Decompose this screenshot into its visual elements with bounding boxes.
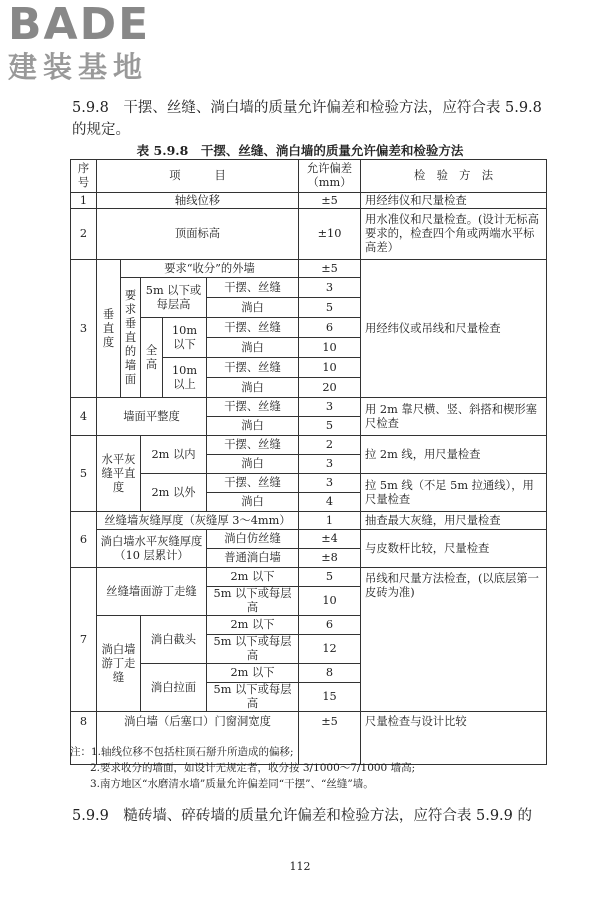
row-deviation: 20 <box>299 378 361 398</box>
row-number: 6 <box>71 512 97 568</box>
row-number: 4 <box>71 398 97 436</box>
note-line: 注：1.轴线位移不包括柱顶石掰升所造成的偏移; <box>70 746 294 758</box>
row-deviation: 3 <box>299 278 361 298</box>
table-row <box>71 512 547 530</box>
row-deviation: 6 <box>299 318 361 338</box>
section-intro-paragraph: 5.9.8 干摆、丝缝、淌白墙的质量允许偏差和检验方法，应符合表 5.9.8 的规定。 <box>72 100 542 138</box>
row-deviation: 3 <box>299 455 361 474</box>
row-type: 淌白 <box>207 417 299 436</box>
row-type: 普通淌白墙 <box>207 549 299 568</box>
row-deviation: 5 <box>299 298 361 318</box>
row-method: 与皮数杆比较，尺量检查 <box>361 530 547 568</box>
row-type: 淌白 <box>207 338 299 358</box>
row-method: 拉 2m 线，用尺量检查 <box>361 436 547 474</box>
row-deviation: 10 <box>299 358 361 378</box>
table-row <box>71 209 547 260</box>
table-row <box>71 398 547 417</box>
row-subitem: 5m 以下或每层高 <box>207 683 299 712</box>
row-subitem: 2m 以下 <box>207 664 299 683</box>
row-method: 用经纬仪和尺量检查 <box>361 193 547 209</box>
row-deviation: 5 <box>299 568 361 587</box>
table-row <box>71 436 547 455</box>
row-deviation: 2 <box>299 436 361 455</box>
row-number: 2 <box>71 209 97 260</box>
table-header-row <box>71 160 547 193</box>
row-method: 用 2m 靠尺横、竖、斜搭和楔形塞尺检查 <box>361 398 547 436</box>
row-subitem: 5m 以下或每层高 <box>207 587 299 616</box>
row-type: 干摆、丝缝 <box>207 318 299 338</box>
row-item: 轴线位移 <box>97 193 299 209</box>
table-row <box>71 193 547 209</box>
row-deviation: ±10 <box>299 209 361 260</box>
row-subitem: 全高 <box>141 318 163 398</box>
row-type: 干摆、丝缝 <box>207 474 299 493</box>
table-row <box>71 260 547 278</box>
row-type: 淌白 <box>207 378 299 398</box>
row-subitem: 2m 以内 <box>141 436 207 474</box>
row-method: 拉 5m 线（不足 5m 拉通线），用尺量检查 <box>361 474 547 512</box>
row-subitem: 10m 以上 <box>163 358 207 398</box>
header-item: 项 目 <box>97 160 299 193</box>
row-subitem: 10m 以下 <box>163 318 207 358</box>
row-item: 淌白墙（后塞口）门窗洞宽度 <box>97 712 299 765</box>
row-item: 顶面标高 <box>97 209 299 260</box>
row-item: 要求“收分”的外墙 <box>121 260 299 278</box>
row-type: 干摆、丝缝 <box>207 398 299 417</box>
row-subitem: 5m 以下或每层高 <box>207 635 299 664</box>
row-type: 干摆、丝缝 <box>207 358 299 378</box>
row-deviation: 6 <box>299 616 361 635</box>
row-type: 淌白仿丝缝 <box>207 530 299 549</box>
row-category: 垂直度 <box>97 260 121 398</box>
brand-logo <box>8 0 150 84</box>
row-item: 淌白墙水平灰缝厚度（10 层累计） <box>97 530 207 568</box>
page-number: 112 <box>289 860 311 873</box>
row-deviation: 1 <box>299 512 361 530</box>
table-row <box>71 474 547 493</box>
row-type: 淌白 <box>207 298 299 318</box>
logo-text-top: BADE <box>8 0 151 50</box>
header-seq: 序号 <box>71 160 97 193</box>
row-deviation: 15 <box>299 683 361 712</box>
row-deviation: 10 <box>299 338 361 358</box>
row-deviation: ±5 <box>299 260 361 278</box>
row-subcategory: 要求垂直的墙面 <box>121 278 141 398</box>
next-section-paragraph: 5.9.9 糙砖墙、碎砖墙的质量允许偏差和检验方法，应符合表 5.9.9 的 <box>72 808 533 824</box>
row-method: 尺量检查与设计比较 <box>361 712 547 765</box>
table-caption: 表 5.9.8 干摆、丝缝、淌白墙的质量允许偏差和检验方法 <box>136 143 464 158</box>
table-row <box>71 568 547 587</box>
tolerance-table <box>70 159 547 765</box>
row-deviation: ±5 <box>299 712 361 765</box>
row-deviation: 3 <box>299 398 361 417</box>
table-notes <box>70 744 550 792</box>
row-subitem: 淌白截头 <box>141 616 207 664</box>
row-method: 抽查最大灰缝，用尺量检查 <box>361 512 547 530</box>
row-type: 干摆、丝缝 <box>207 278 299 298</box>
row-number: 7 <box>71 568 97 712</box>
row-method: 用水准仪和尺量检查。(设计无标高要求的，检查四个角或两端水平标高差） <box>361 209 547 260</box>
header-method: 检 验 方 法 <box>361 160 547 193</box>
row-deviation: ±8 <box>299 549 361 568</box>
row-number: 8 <box>71 712 97 765</box>
row-method: 吊线和尺量方法检查，(以底层第一皮砖为准) <box>361 568 547 712</box>
row-type: 淌白 <box>207 455 299 474</box>
row-method: 用经纬仪或吊线和尺量检查 <box>361 260 547 398</box>
row-item: 墙面平整度 <box>97 398 207 436</box>
row-deviation: 12 <box>299 635 361 664</box>
row-type: 淌白 <box>207 493 299 512</box>
row-deviation: 3 <box>299 474 361 493</box>
row-deviation: ±4 <box>299 530 361 549</box>
row-subitem: 2m 以下 <box>207 616 299 635</box>
row-item: 丝缝墙面游丁走缝 <box>97 568 207 616</box>
row-number: 1 <box>71 193 97 209</box>
row-deviation: 5 <box>299 417 361 436</box>
row-subitem: 2m 以外 <box>141 474 207 512</box>
row-category: 水平灰缝平直度 <box>97 436 141 512</box>
note-line: 3.南方地区“水磨清水墙”质量允许偏差同“干摆”、“丝缝”墙。 <box>90 778 374 790</box>
row-deviation: 4 <box>299 493 361 512</box>
row-number: 5 <box>71 436 97 512</box>
row-item: 淌白墙游丁走缝 <box>97 616 141 712</box>
logo-text-bottom: 建装基地 <box>8 50 149 84</box>
table-row <box>71 530 547 549</box>
header-deviation: 允许偏差（mm） <box>299 160 361 193</box>
row-subitem: 5m 以下或每层高 <box>141 278 207 318</box>
row-deviation: 8 <box>299 664 361 683</box>
row-subitem: 2m 以下 <box>207 568 299 587</box>
row-deviation: 10 <box>299 587 361 616</box>
row-deviation: ±5 <box>299 193 361 209</box>
row-item: 丝缝墙灰缝厚度（灰缝厚 3～4mm） <box>97 512 299 530</box>
note-line: 2.要求收分的墙面，如设计无规定者，收分按 3/1000～7/1000 墙高; <box>90 762 416 774</box>
row-subitem: 淌白拉面 <box>141 664 207 712</box>
row-type: 干摆、丝缝 <box>207 436 299 455</box>
row-number: 3 <box>71 260 97 398</box>
